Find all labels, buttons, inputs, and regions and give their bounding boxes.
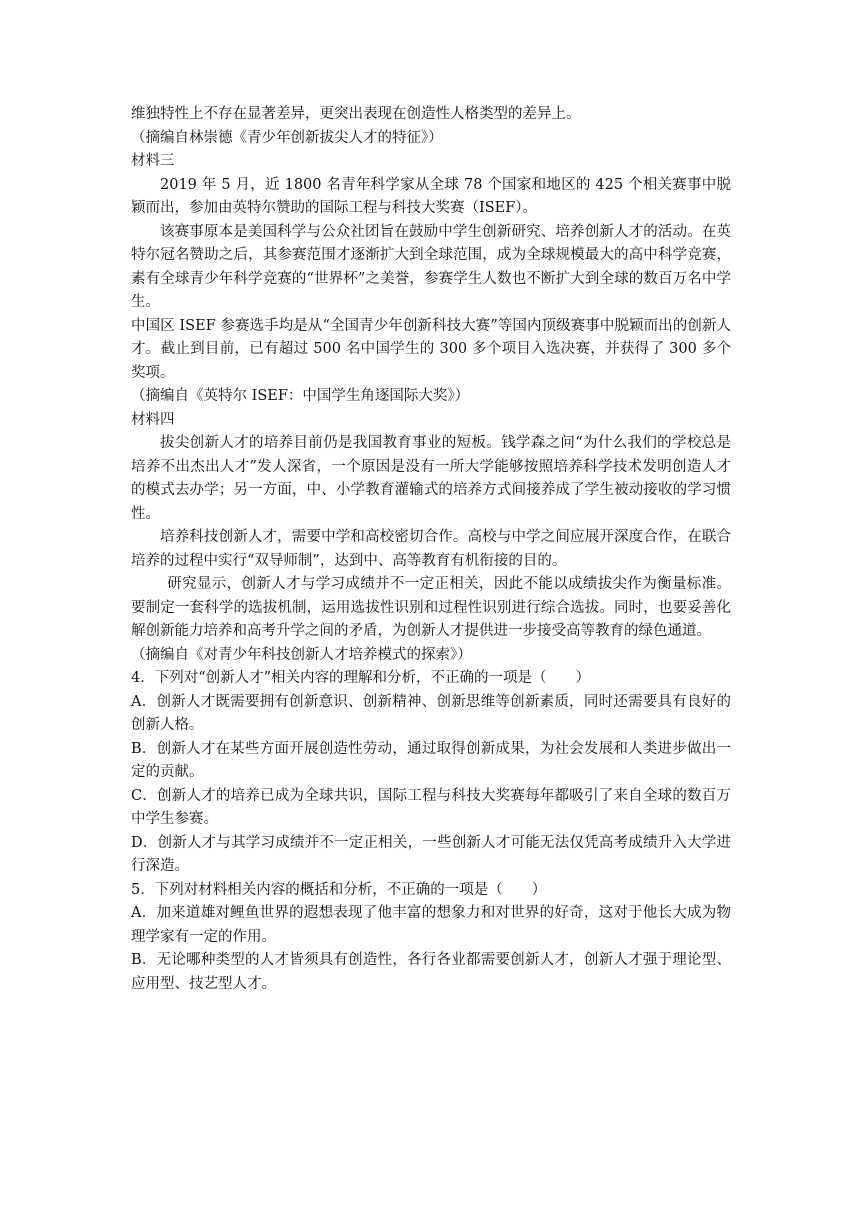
question-option-a: A．加来道雄对鲤鱼世界的遐想表现了他丰富的想象力和对世界的好奇，这对于他长大成为物理学家有一定的作用。 [131, 905, 731, 945]
source-citation: （摘编自《英特尔 ISEF：中国学生角逐国际大奖》） [131, 388, 470, 404]
paragraph: 拔尖创新人才的培养目前仍是我国教育事业的短板。钱学森之问“为什么我们的学校总是培养不出杰出人才”发人深省，一个原因是没有一所大学能够按照培养科学技术发明创造人才的模式去办学；另一方面，中、小学教育灌输式的培养方式间接养成了学生被动接收的学习惯性。 [131, 435, 731, 522]
question-option-c: C．创新人才的培养已成为全球共识，国际工程与科技大奖赛每年都吸引了来自全球的数百万中学生参赛。 [131, 787, 731, 827]
paragraph-continuation: 维独特性上不存在显著差异，更突出表现在创造性人格类型的差异上。 [131, 106, 581, 122]
section-heading: 材料四 [131, 411, 175, 428]
source-citation: （摘编自《对青少年科技创新人才培养模式的探索》） [131, 646, 472, 663]
paragraph: 研究显示，创新人才与学习成绩并不一定正相关，因此不能以成绩拔尖作为衡量标准。要制定一套科学的选拔机制，运用选拔性识别和过程性识别进行综合选拔。同时，也要妥善化解创新能力培养和高考升学之间的矛盾，为创新人才提供进一步接受高等教育的绿色通道。 [131, 576, 731, 639]
paragraph: 该赛事原本是美国科学与公众社团旨在鼓励中学生创新研究、培养创新人才的活动。在英特尔冠名赞助之后，其参赛范围才逐渐扩大到全球范围，成为全球规模最大的高中科学竞赛，素有全球青少年科学竞赛的“世界杯”之美誉，参赛学生人数也不断扩大到全球的数百万名中学生。 [131, 223, 731, 310]
question-5 [131, 879, 731, 997]
question-option-a: A．创新人才既需要拥有创新意识、创新精神、创新思维等创新素质，同时还需要具有良好的创新人格。 [131, 693, 731, 733]
paragraph: 中国区 ISEF 参赛选手均是从“全国青少年创新科技大赛”等国内顶级赛事中脱颖而出的创新人才。截止到目前，已有超过 500 名中国学生的 300 多个项目入选决赛，并获得了 300 多个奖项。 [131, 317, 731, 381]
paragraph: 培养科技创新人才，需要中学和高校密切合作。高校与中学之间应展开深度合作，在联合培养的过程中实行“双导师制”，达到中、高等教育有机衔接的目的。 [131, 529, 731, 569]
question-stem: 5．下列对材料相关内容的概括和分析，不正确的一项是（ ） [131, 881, 547, 898]
question-option-b: B．创新人才在某些方面开展创造性劳动，通过取得创新成果，为社会发展和人类进步做出一定的贡献。 [131, 740, 731, 780]
section-heading: 材料三 [131, 153, 175, 169]
document-body [131, 103, 731, 996]
question-option-b: B．无论哪种类型的人才皆须具有创造性，各行各业都需要创新人才，创新人才强于理论型、应用型、技艺型人才。 [131, 952, 731, 992]
question-stem: 4．下列对“创新人才”相关内容的理解和分析，不正确的一项是（ ） [131, 670, 591, 686]
question-option-d: D．创新人才与其学习成绩并不一定正相关，一些创新人才可能无法仅凭高考成绩升入大学进行深造。 [131, 834, 731, 874]
source-citation: （摘编自林崇德《青少年创新拔尖人才的特征》） [131, 129, 443, 146]
paragraph: 2019 年 5 月，近 1800 名青年科学家从全球 78 个国家和地区的 425 个相关赛事中脱颖而出，参加由英特尔赞助的国际工程与科技大奖赛（ISEF）。 [131, 176, 731, 216]
question-4 [131, 667, 731, 879]
